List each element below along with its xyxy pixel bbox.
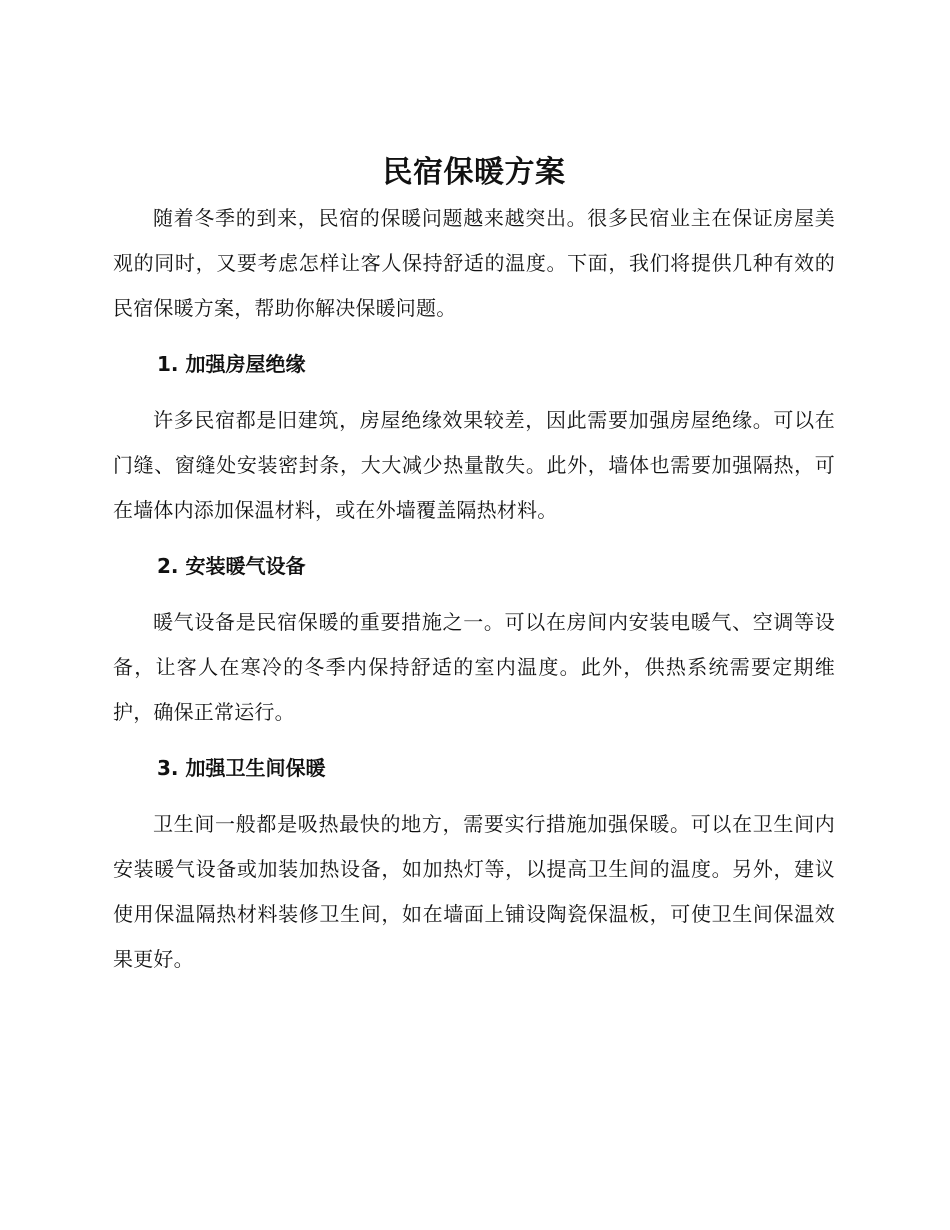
section-2-heading: 2. 安装暖气设备 — [157, 554, 306, 578]
intro-paragraph: 随着冬季的到来，民宿的保暖问题越来越突出。很多民宿业主在保证房屋美观的同时，又要考虑怎样让客人保持舒适的温度。下面，我们将提供几种有效的民宿保暖方案，帮助你解决保暖问题。 — [113, 206, 835, 320]
document-title: 民宿保暖方案 — [382, 155, 566, 190]
section-1-heading: 1. 加强房屋绝缘 — [157, 352, 306, 376]
section-3-heading: 3. 加强卫生间保暖 — [157, 756, 326, 780]
section-1-body: 许多民宿都是旧建筑，房屋绝缘效果较差，因此需要加强房屋绝缘。可以在门缝、窗缝处安装密封条，大大减少热量散失。此外，墙体也需要加强隔热，可在墙体内添加保温材料，或在外墙覆盖隔热材料。 — [113, 408, 835, 522]
section-3-body: 卫生间一般都是吸热最快的地方，需要实行措施加强保暖。可以在卫生间内安装暖气设备或加装加热设备，如加热灯等，以提高卫生间的温度。另外，建议使用保温隔热材料装修卫生间，如在墙面上铺设陶瓷保温板，可使卫生间保温效果更好。 — [113, 812, 835, 971]
document-content — [113, 150, 835, 982]
section-2-body: 暖气设备是民宿保暖的重要措施之一。可以在房间内安装电暖气、空调等设备，让客人在寒冷的冬季内保持舒适的室内温度。此外，供热系统需要定期维护，确保正常运行。 — [113, 610, 835, 724]
